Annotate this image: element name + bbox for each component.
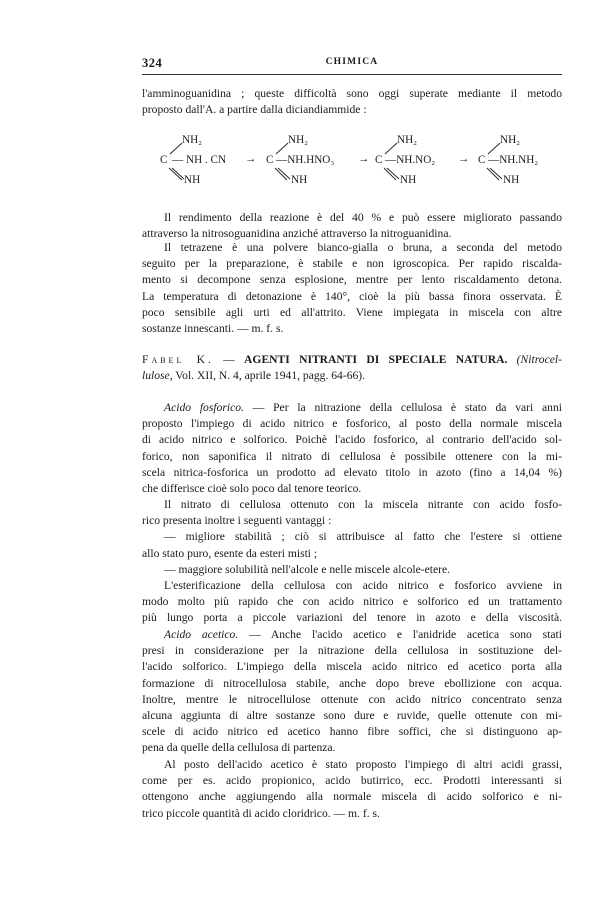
page-number: 324: [142, 56, 163, 70]
substituent: — NH . CN: [172, 154, 227, 166]
page-header: [142, 56, 562, 72]
text-line: Al posto dell'acido acetico è stato proposto l'impiego di altri acidi grassi,: [164, 758, 562, 771]
text-line: L'esterificazione della cellulosa con acido nitrico e fosforico avviene in: [164, 579, 562, 592]
journal-name-cont: lulose,: [142, 369, 173, 383]
text-line: [142, 627, 562, 643]
nh2-group: NH₂: [182, 134, 203, 146]
text-line: allo stato puro, esente da esteri misti ;: [142, 546, 318, 560]
text-line: pena da quelle della cellulosa di partenza.: [142, 741, 336, 755]
text-line: l'amminoguanidina ; queste difficoltà sono oggi superate mediante il metodo: [142, 87, 562, 100]
text-line: scele di acido nitrico ed acetico hanno fibre soffici, che si distinguono ap-: [142, 725, 562, 739]
carbon-atom: C: [478, 154, 486, 166]
imino-group: NH: [184, 174, 201, 186]
article-title: AGENTI NITRANTI DI SPECIALE NATURA.: [244, 353, 508, 366]
text-line: forico, non saponifica il nitrato di cellulosa è possibile ottenere con la mi-: [142, 449, 562, 463]
text-line: Il rendimento della reazione è del 40 % e può essere migliorato passando: [164, 211, 562, 224]
nh2-group: NH₂: [500, 134, 521, 146]
text-line: Inoltre, mentre le nitrocellulose ottenute con acido nitrico concentrato senza: [142, 692, 562, 706]
text-line: rico presenta inoltre i seguenti vantaggi :: [142, 514, 332, 528]
journal-name: (Nitrocel-: [516, 353, 562, 366]
substituent: —NH.HNO₃: [276, 154, 335, 166]
nh2-group: NH₂: [288, 134, 309, 146]
reaction-scheme: [142, 128, 562, 200]
paragraph: [142, 627, 562, 757]
carbon-atom: C: [375, 154, 383, 166]
text-line: trico piccole quantità di acido cloridrico. — m. f. s.: [142, 806, 380, 820]
text-line: [142, 400, 562, 416]
text-line: proposto dall'A. a partire dalla diciandiammide :: [142, 103, 367, 117]
text-run: — Per la nitrazione della cellulosa è stato da vari anni: [252, 401, 562, 414]
section-lead: Acido acetico.: [164, 628, 239, 641]
list-line: — migliore stabilità ; ciò si attribuisce al fatto che l'estere si ottiene: [164, 530, 562, 544]
citation: Vol. XII, N. 4, aprile 1941, pagg. 64-66).: [175, 369, 366, 383]
text-line: poco sensibile agli urti ed all'attrito. Viene impiegata in miscela con altre: [142, 305, 562, 319]
imino-group: NH: [503, 174, 520, 186]
reaction-arrow: →: [458, 153, 470, 165]
paragraph: [142, 210, 562, 242]
paragraph: [142, 497, 562, 578]
text-line: l'acido solforico. L'impiego della miscela acido nitrico ed acetico porta alla: [142, 660, 562, 674]
text-line: attraverso la nitrosoguanidina anziché attraverso la nitroguanidina.: [142, 227, 452, 241]
text-line: Il nitrato di cellulosa ottenuto con la miscela nitrante con acido fosfo-: [164, 498, 562, 511]
paragraph: [142, 578, 562, 627]
intro-paragraph: [142, 86, 562, 118]
text-line: presi in considerazione per la nitrazione della cellulosa in sostituzione del-: [142, 644, 562, 658]
text-line: proposto l'impiego di acido nitrico e fosforico, al posto della normale miscela: [142, 417, 562, 431]
header-rule: [142, 74, 562, 75]
text-line: che differisce cioè solo poco dal tenore teorico.: [142, 482, 362, 496]
heading-line: [142, 368, 562, 384]
text-line: formazione di nitrocellulosa stabile, anche dopo breve ebollizione con acqua.: [142, 676, 562, 690]
carbon-atom: C: [160, 154, 168, 166]
paragraph: [142, 400, 562, 497]
text-line: sostanze innescanti. — m. f. s.: [142, 322, 284, 336]
paragraph: [142, 240, 562, 337]
text-line: di acido nitrico e solforico. Poichè l'acido fosforico, al contrario dell'acido sol-: [142, 433, 562, 447]
imino-group: NH: [291, 174, 308, 186]
text-line: più lungo porta a piccole variazioni del tenore in azoto e della viscosità.: [142, 611, 562, 625]
imino-group: NH: [400, 174, 417, 186]
paragraph: [142, 757, 562, 822]
text-line: Il tetrazene è una polvere bianco-gialla o bruna, a seconda del metodo: [164, 241, 562, 254]
heading-dash: —: [223, 353, 235, 366]
substituent: —NH.NH₂: [488, 154, 539, 166]
reaction-arrow: →: [358, 153, 370, 165]
text-line: La temperatura di detonazione è 140°, cioè la più bassa finora osservata. È: [142, 289, 562, 303]
text-run: — Anche l'acido acetico e l'anidride acetica sono stati: [249, 628, 562, 641]
reaction-arrow: →: [245, 153, 257, 165]
article-heading: [142, 352, 562, 384]
list-line: — maggiore solubilità nell'alcole e nelle miscele alcole-etere.: [164, 562, 451, 576]
section-lead: Acido fosforico.: [164, 401, 244, 414]
running-head: CHIMICA: [325, 57, 379, 67]
text-line: ottengono anche aggiungendo alla normale miscela di acido solforico e ni-: [142, 790, 562, 804]
carbon-atom: C: [266, 154, 274, 166]
text-line: scela nitrica-fosforica un prodotto ad elevato titolo in azoto (fino a 14,04 %): [142, 465, 562, 479]
text-line: mento si decompone senza esplosione, mentre per lento riscaldamento detona.: [142, 273, 562, 287]
text-line: come per es. acido propionico, acido butirrico, ecc. Prodotti interessanti si: [142, 774, 562, 788]
author: Fabel K.: [142, 353, 214, 366]
text-line: seguito per la preparazione, è stabile e non igroscopica. Per rapido riscalda-: [142, 257, 562, 271]
substituent: —NH.NO₂: [385, 154, 436, 166]
text-line: alcuna aggiunta di altre sostanze sono dure e ruvide, quelle ottenute con mi-: [142, 709, 562, 723]
heading-line: [142, 352, 562, 368]
text-line: modo molto più rapido che con acido nitrico e solforico ed un trattamento: [142, 595, 562, 609]
nh2-group: NH₂: [397, 134, 418, 146]
